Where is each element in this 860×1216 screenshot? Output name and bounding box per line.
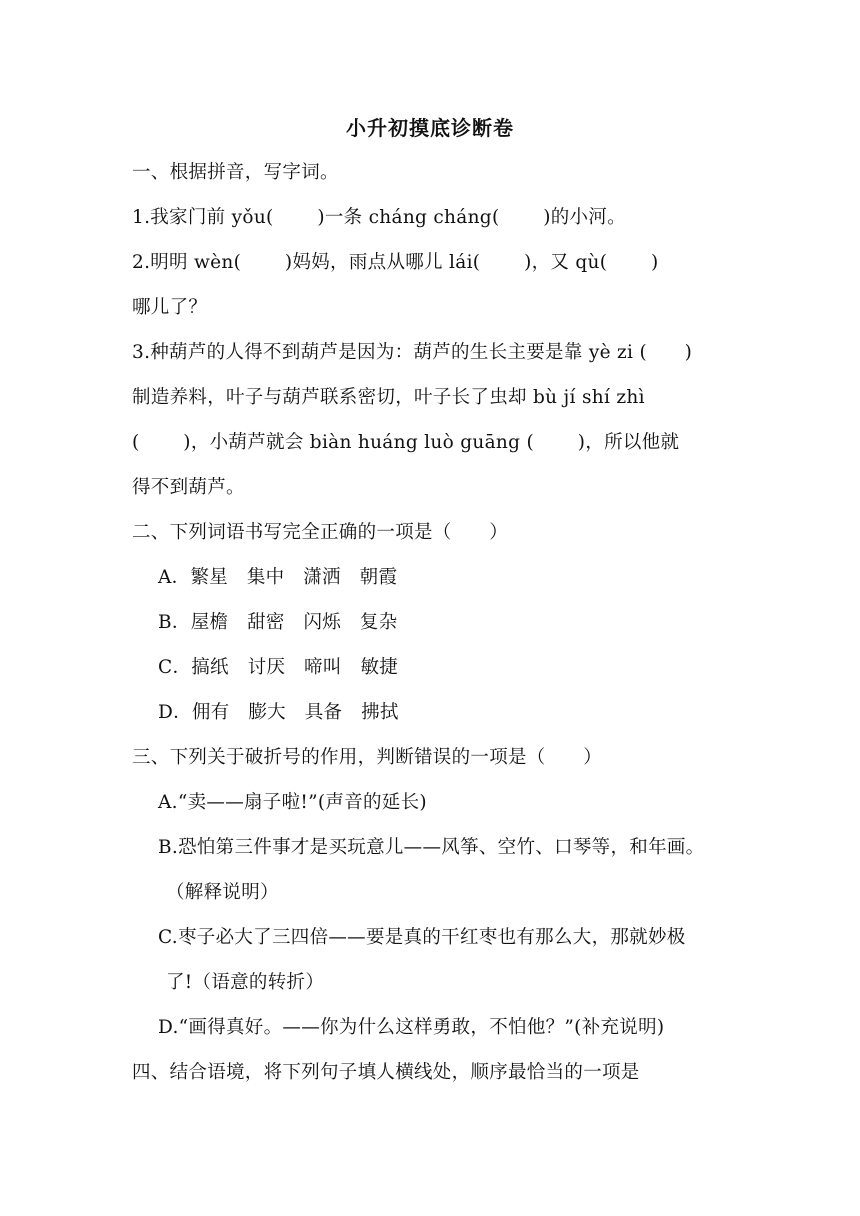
option-2-a: A．繁星 集中 潇洒 朝霞 xyxy=(158,567,398,588)
option-2-c: C．搞纸 讨厌 啼叫 敏捷 xyxy=(158,657,399,678)
option-3-b: B.恐怕第三件事才是买玩意儿——风筝、空竹、口琴等，和年画。 xyxy=(158,837,705,858)
option-2-b: B．屋檐 甜密 闪烁 复杂 xyxy=(158,612,398,633)
section-4-heading: 四、结合语境，将下列句子填人横线处，顺序最恰当的一项是 xyxy=(132,1062,640,1083)
option-3-b-cont: （解释说明） xyxy=(166,882,279,903)
option-3-c: C.枣子必大了三四倍——要是真的干红枣也有那么大，那就妙极 xyxy=(158,927,686,948)
section-2-heading: 二、下列词语书写完全正确的一项是（ ） xyxy=(132,522,509,543)
question-1-2-cont: 哪儿了？ xyxy=(132,297,208,318)
question-1-3-cont-1: 制造养料，叶子与葫芦联系密切，叶子长了虫却 bù jí shí zhì xyxy=(132,387,645,408)
section-3-heading: 三、下列关于破折号的作用，判断错误的一项是（ ） xyxy=(132,747,603,768)
question-1-2: 2.明明 wèn( )妈妈，雨点从哪儿 lái( )，又 qù( ) xyxy=(132,252,659,273)
option-3-c-cont: 了!（语意的转折） xyxy=(166,972,325,993)
question-1-3-cont-3: 得不到葫芦。 xyxy=(132,477,245,498)
question-1-3-cont-2: ( )，小葫芦就会 biàn huáng luò guāng ( )，所以他就 xyxy=(132,432,680,453)
section-1-heading: 一、根据拼音，写字词。 xyxy=(132,162,339,183)
option-3-d: D.“画得真好。——你为什么这样勇敢，不怕他？”(补充说明) xyxy=(158,1017,665,1038)
page-title: 小升初摸底诊断卷 xyxy=(346,116,514,140)
question-1-1: 1.我家门前 yǒu( )一条 cháng cháng( )的小河。 xyxy=(132,207,626,228)
question-1-3: 3.种葫芦的人得不到葫芦是因为：葫芦的生长主要是靠 yè zi ( ) xyxy=(132,342,693,363)
option-3-a: A.“卖——扇子啦!”(声音的延长) xyxy=(158,792,427,813)
option-2-d: D．佣有 膨大 具备 拂拭 xyxy=(158,702,399,723)
